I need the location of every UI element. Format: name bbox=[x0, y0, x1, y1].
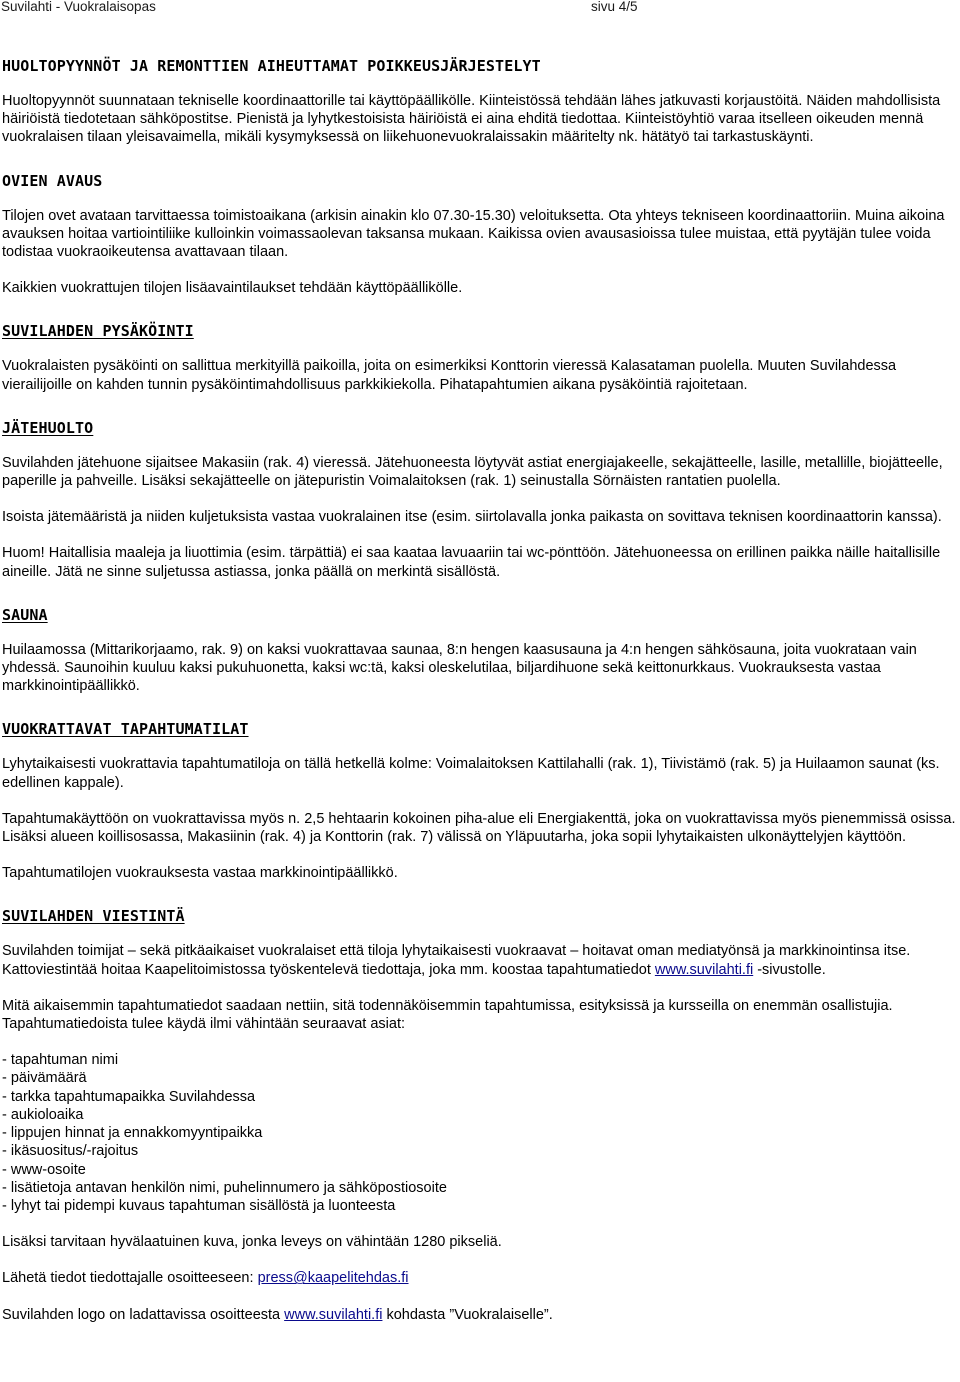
paragraph-communication-1-text: Suvilahden toimijat – sekä pitkäaikaiset vuokralaiset että tiloja lyhytaikaisesti vuokraavat – hoitavat oman mediatyönsä ja markkinointinsa itse. Kattoviestintää hoitaa Kaapelitoimistossa työskentelevä tiedottaja, joka mm. koostaa tapahtumatiedot bbox=[2, 943, 911, 978]
running-header bbox=[1, 0, 960, 18]
list-item: - lisätietoja antavan henkilön nimi, puhelinnumero ja sähköpostiosoite bbox=[2, 1179, 447, 1196]
paragraph-communication-5 bbox=[2, 1306, 959, 1324]
list-item: - tarkka tapahtumapaikka Suvilahdessa bbox=[2, 1088, 256, 1105]
heading-communication: SUVILAHDEN VIESTINTÄ bbox=[2, 907, 185, 926]
event-info-list bbox=[2, 1051, 959, 1215]
paragraph-event-spaces-2: Tapahtumakäyttöön on vuokrattavissa myös n. 2,5 hehtaarin kokoinen piha-alue eli Energiakenttä, joka on vuokrattavissa myös pienemmissä osissa. Lisäksi alueen koillisosassa, Makasiinin (rak. 4) ja Konttorin (rak. 7) välissä on Yläpuutarha, joka sopii lyhytaikaisten ulkonäyttelyjen käyttöön. bbox=[2, 810, 956, 846]
document-body bbox=[2, 56, 959, 1324]
paragraph-event-spaces-1: Lyhytaikaisesti vuokrattavia tapahtumatiloja on tällä hetkellä kolme: Voimalaitoksen Kattilahalli (rak. 1), Tiivistämö (rak. 5) ja Huilaamon saunat (ks. edellinen kappale). bbox=[2, 756, 940, 791]
paragraph-parking: Vuokralaisten pysäköinti on sallittua merkityillä paikoilla, joita on esimerkiksi Konttorin vieressä Kalasataman puolella. Muuten Suvilahdessa vierailijoille on kahden tunnin pysäköintimahdollisuus parkkikiekolla. Pihatapahtumien aikana pysäköintiä rajoitetaan. bbox=[2, 358, 897, 393]
list-item: - tapahtuman nimi bbox=[2, 1052, 119, 1069]
suvilahti-logo-link[interactable]: www.suvilahti.fi bbox=[284, 1306, 383, 1323]
heading-maintenance: HUOLTOPYYNNÖT JA REMONTTIEN AIHEUTTAMAT POIKKEUSJÄRJESTELYT bbox=[2, 57, 541, 75]
document-title: Suvilahti - Vuokralaisopas bbox=[1, 0, 156, 14]
list-item: - lyhyt tai pidempi kuvaus tapahtuman sisällöstä ja luonteesta bbox=[2, 1197, 396, 1214]
list-item: - päivämäärä bbox=[2, 1070, 87, 1087]
paragraph-communication-5-text: Suvilahden logo on ladattavissa osoitteesta bbox=[2, 1306, 285, 1323]
paragraph-doors-1: Tilojen ovet avataan tarvittaessa toimistoaikana (arkisin ainakin klo 07.30-15.30) veloituksetta. Ota yhteys tekniseen koordinaattoriin. Muina aikoina avauksen hoitaa vartiointiliike kulloinkin voimassaolevan taksansa mukaan. Kaikissa ovien avausasioissa tulee muistaa, että pyytäjän tulee voida todistaa vuokraoikeutensa avattavaan tilaan. bbox=[2, 207, 945, 261]
paragraph-communication-5-tail: kohdasta ”Vuokralaiselle”. bbox=[382, 1306, 553, 1323]
list-item: - lippujen hinnat ja ennakkomyyntipaikka bbox=[2, 1125, 263, 1142]
paragraph-maintenance: Huoltopyynnöt suunnataan tekniselle koordinaattorille tai käyttöpäällikölle. Kiinteistössä tehdään lähes jatkuvasti korjaustöitä. Näiden mahdollisista häiriöistä tiedotetaan sähköpostitse. Pienistä ja lyhytkestoisista häiriöistä ei aina ehditä tiedottaa. Kiinteistöyhtiö varaa itselleen oikeuden mennä vuokralaisen tilaan yleisavaimella, mikäli kysymyksessä on liikehuonevuokralaissakin määritelty nk. hätätyö tai tarkastuskäynti. bbox=[2, 93, 941, 146]
paragraph-waste-3: Huom! Haitallisia maaleja ja liuottimia (esim. tärpättiä) ei saa kaataa lavuaariin tai wc-pönttöön. Jätehuoneessa on erillinen paikka näille haitallisille aineille. Jätä ne sinne suljetussa astiassa, jonka päällä on merkintä sisällöstä. bbox=[2, 545, 941, 580]
heading-event-spaces: VUOKRATTAVAT TAPAHTUMATILAT bbox=[2, 720, 249, 739]
paragraph-waste-1: Suvilahden jätehuone sijaitsee Makasiin (rak. 4) vieressä. Jätehuoneesta löytyvät astiat energiajakeelle, sekajätteelle, lasille, metallille, biojätteelle, paperille ja pahveille. Lisäksi sekajätteelle on jätepuristin Voimalaitoksen (rak. 1) seinustalla Sörnäisten rantatien puolella. bbox=[2, 454, 943, 490]
paragraph-doors-2: Kaikkien vuokrattujen tilojen lisäavaintilaukset tehdään käyttöpäällikölle. bbox=[2, 280, 463, 297]
heading-parking: SUVILAHDEN PYSÄKÖINTI bbox=[2, 322, 194, 341]
page-number: sivu 4/5 bbox=[591, 0, 638, 14]
paragraph-communication-1-tail: -sivustolle. bbox=[753, 961, 826, 978]
paragraph-waste-2: Isoista jätemääristä ja niiden kuljetuksista vastaa vuokralainen itse (esim. siirtolavalla jonka paikasta on sovittava teknisen koordinaattorin kanssa). bbox=[2, 509, 942, 526]
list-item: - aukioloaika bbox=[2, 1106, 84, 1123]
heading-sauna: SAUNA bbox=[2, 605, 48, 624]
paragraph-event-spaces-3: Tapahtumatilojen vuokrauksesta vastaa markkinointipäällikkö. bbox=[2, 865, 398, 882]
paragraph-sauna: Huilaamossa (Mittarikorjaamo, rak. 9) on kaksi vuokrattavaa saunaa, 8:n hengen kaasusauna ja 4:n hengen sähkösauna, joita vuokrataan vain yhdessä. Saunoihin kuuluu kaksi pukuhuonetta, kaksi wc:tä, kaksi oleskelutilaa, biljardihuone sekä keittonurkkaus. Vuokrauksesta vastaa markkinointipäällikkö. bbox=[2, 641, 917, 695]
press-email-link[interactable]: press@kaapelitehdas.fi bbox=[257, 1270, 409, 1287]
heading-waste: JÄTEHUOLTO bbox=[2, 418, 94, 437]
paragraph-communication-4 bbox=[2, 1269, 959, 1287]
paragraph-communication-4-text: Lähetä tiedot tiedottajalle osoitteeseen: bbox=[2, 1270, 258, 1287]
list-item: - www-osoite bbox=[2, 1161, 86, 1178]
list-item: - ikäsuositus/-rajoitus bbox=[2, 1143, 139, 1160]
paragraph-communication-3: Lisäksi tarvitaan hyvälaatuinen kuva, jonka leveys on vähintään 1280 pikseliä. bbox=[2, 1234, 502, 1251]
heading-doors: OVIEN AVAUS bbox=[2, 171, 103, 190]
suvilahti-website-link[interactable]: www.suvilahti.fi bbox=[654, 961, 754, 978]
paragraph-communication-1 bbox=[2, 942, 959, 978]
paragraph-communication-2: Mitä aikaisemmin tapahtumatiedot saadaan nettiin, sitä todennäköisemmin tapahtumissa, esityksissä ja kursseilla on enemmän osallistujia. Tapahtumatiedoista tulee käydä ilmi vähintään seuraavat asiat: bbox=[2, 997, 893, 1033]
